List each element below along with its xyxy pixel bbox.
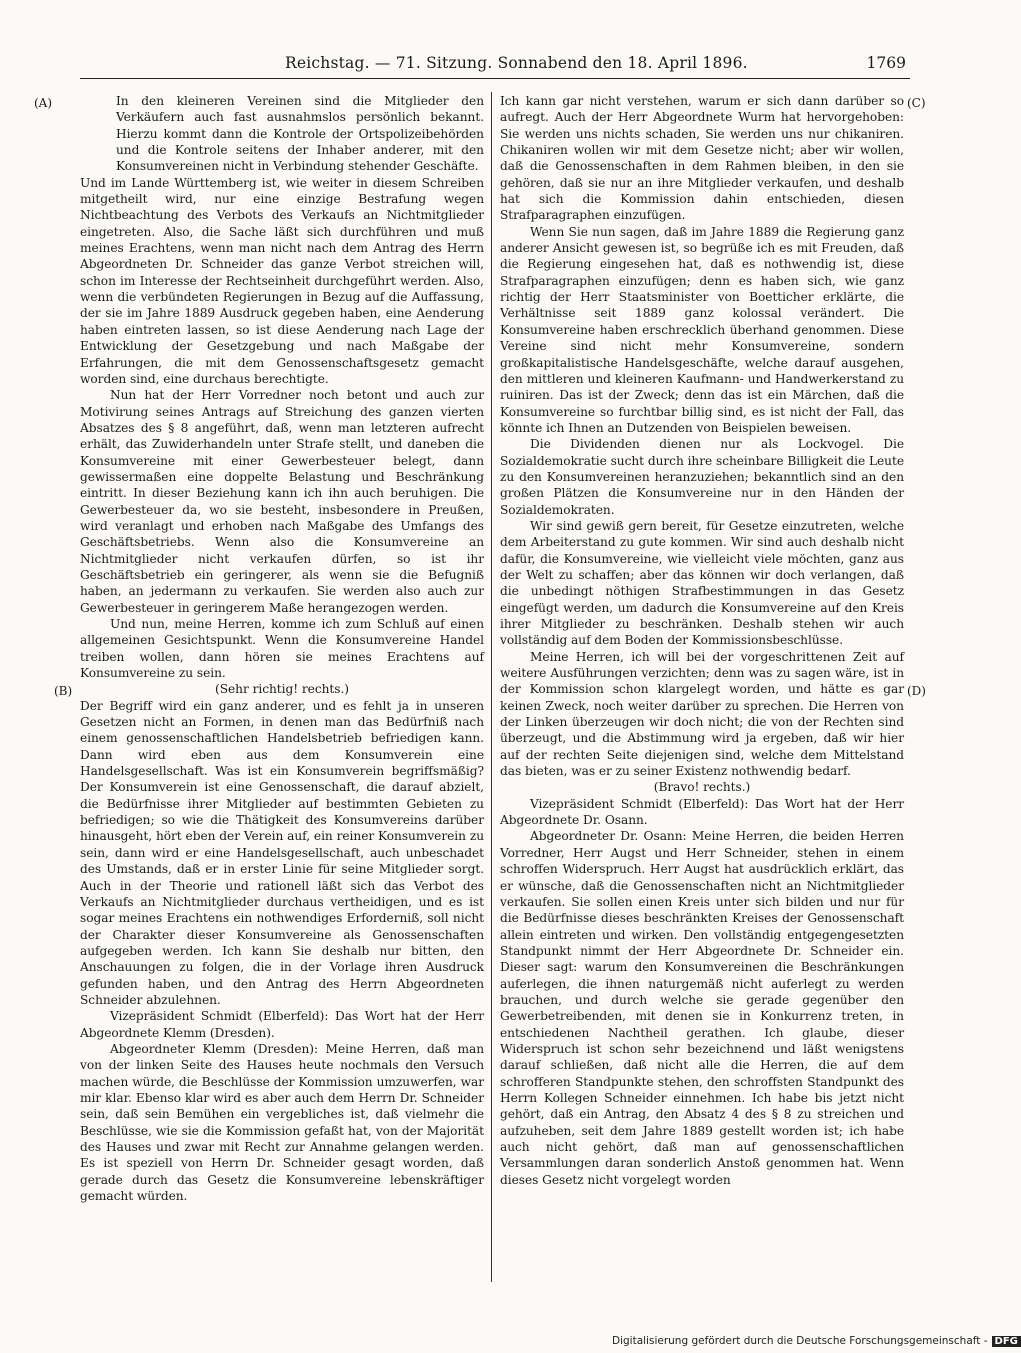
paragraph: Die Dividenden dienen nur als Lockvogel. Die Sozialdemokratie sucht durch ihre scheinbare Billigkeit die Leute zu den Konsumvereinen heranzuziehen; bekanntlich sind an den großen Plätzen die Konsumvereine nur in den Händen der Sozialdemokraten. — [500, 437, 904, 517]
paragraph: Ich kann gar nicht verstehen, warum er sich dann darüber so aufregt. Auch der Herr Abgeordnete Wurm hat hervorgehoben: Sie werden uns nichts schaden, Sie werden uns nur chikaniren. Chikaniren wollen wir mit dem Gesetze nicht; aber wir wollen, daß die Genossenschaften in dem Rahmen bleiben, in den sie gehören, daß sie nur an ihre Mitglieder verkaufen, und deshalb hat sich die Kommission dahin entschieden, diesen Strafparagraphen einzufügen. — [500, 94, 904, 223]
footer-text: Digitalisierung gefördert durch die Deutsche Forschungsgemeinschaft - — [612, 1335, 988, 1347]
left-column — [80, 93, 484, 1280]
footer-credit — [612, 1335, 1021, 1347]
paragraph: Der Begriff wird ein ganz anderer, und es fehlt ja in unseren Gesetzen nicht an Formen, in denen man das Bedürfniß nach einem genossenschaftlichen Handelsbetrieb befriedigen kann. Dann wird eben aus dem Konsumverein eine Handelsgesellschaft. Was ist ein Konsumverein begriffsmäßig? Der Konsumverein ist eine Genossenschaft, die darauf abzielt, die Bedürfnisse ihrer Mitglieder auf bestimmten Gebieten zu befriedigen; so wie die Thätigkeit des Konsumvereins darüber hinausgeht, hört eben der Verein auf, ein reiner Konsumverein zu sein, dann wird er eine Handelsgesellschaft, auch unbeschadet des Umstands, daß er in erster Linie für seine Mitglieder sorgt. Auch in der Theorie und rationell läßt sich das Verbot des Verkaufs an Nichtmitglieder durchaus vertheidigen, und es ist sogar meines Erachtens ein nothwendiges Erforderniß, soll nicht der Charakter dieser Konsumvereine als Genossenschaften aufgegeben werden. Ich kann Sie deshalb nur bitten, den Anschauungen zu folgen, die in der Vorlage ihren Ausdruck gefunden haben, und den Antrag des Herrn Abgeordneten Schneider abzulehnen. — [80, 698, 484, 1007]
page-number: 1769 — [866, 54, 906, 72]
paragraph: Und nun, meine Herren, komme ich zum Schluß auf einen allgemeinen Gesichtspunkt. Wenn die Konsumvereine Handel treiben wollen, dann hören sie meines Erachtens auf Konsumvereine zu sein. — [80, 617, 484, 681]
margin-mark-c: (C) — [907, 96, 926, 110]
speaker-paragraph: Abgeordneter Dr. Osann: Meine Herren, die beiden Herren Vorredner, Herr Augst und Herr Schneider, stehen in einem schroffen Widerspruch. Herr Augst hat ausdrücklich erklärt, das er wünsche, daß die Genossenschaften nicht an Nichtmitglieder verkaufen. Sie sollen einen Kreis unter sich bilden und nur für die Bedürfnisse dieses beschränkten Kreises der Genossenschaft allein eintreten und wirken. Den vollständig entgegengesetzten Standpunkt nimmt der Herr Abgeordnete Dr. Schneider ein. Dieser sagt: warum den Konsumvereinen die Beschränkungen auferlegen, die ihnen naturgemäß nicht auferlegt zu werden brauchen, und durch welche sie gerade gegenüber den Gewerbetreibenden, mit denen sie in Konkurrenz treten, in entschiedenen Nachtheil gerathen. Ich glaube, dieser Widerspruch ist schon sehr bezeichnend und läßt wenigstens darauf schließen, daß nicht alle die Herren, die auf dem schrofferen Standpunkte stehen, den schroffsten Standpunkt des Herrn Kollegen Schneider einnehmen. Ich habe bis jetzt nicht gehört, daß ein Antrag, den Absatz 4 des § 8 zu streichen und aufzuheben, seit dem Jahre 1889 gestellt worden ist; ich habe auch nicht gehört, daß man auf genossenschaftlichen Versammlungen daran sonderlich Anstoß genommen hat. Wenn dieses Gesetz nicht vorgelegt worden — [500, 829, 904, 1187]
paragraph: In den kleineren Vereinen sind die Mitglieder den Verkäufern auch fast ausnahmslos persönlich bekannt. Hierzu kommt dann die Kontrole der Ortspolizeibehörden und die Kontrole seitens der Inhaber anderer, mit den Konsumvereinen nicht in Verbindung stehender Geschäfte. — [116, 94, 484, 174]
paragraph: Meine Herren, ich will bei der vorgeschrittenen Zeit auf weitere Ausführungen verzichten; denn was zu sagen wäre, ist in der Kommission schon klargelegt worden, und hätte es gar keinen Zweck, noch weiter darüber zu sprechen. Die Herren von der Linken überzeugen wir doch nicht; die von der Rechten sind überzeugt, und die Abstimmung wird ja ergeben, daß wir hier auf der rechten Seite diejenigen sind, welche dem Mittelstand das bieten, was er zu seiner Existenz nothwendig bedarf. — [500, 649, 904, 779]
margin-mark-a: (A) — [34, 96, 53, 110]
page-header — [80, 52, 910, 79]
interjection: (Bravo! rechts.) — [653, 780, 751, 795]
paragraph: Wenn Sie nun sagen, daß im Jahre 1889 die Regierung ganz anderer Ansicht gewesen ist, so begrüße ich es mit Freuden, daß die Regierung eingesehen hat, daß es nothwendig ist, diese Strafparagraphen einzufügen; denn es haben sich, wie ganz richtig der Herr Staatsminister von Boetticher erklärte, die Verhältnisse seit 1889 ganz kolossal verändert. Die Konsumvereine haben erschrecklich überhand genommen. Diese Vereine sind nicht mehr Konsumvereine, sondern großkapitalistische Handelsgeschäfte, welche darauf ausgehen, den mittleren und kleineren Kaufmann- und Handwerkerstand zu ruiniren. Das ist der Zweck; denn das ist ein Märchen, daß die Konsumvereine so furchtbar billig sind, es ist nicht der Fall, das könnte ich Ihnen an Dutzenden von Beispielen beweisen. — [500, 224, 904, 435]
paragraph: Wir sind gewiß gern bereit, für Gesetze einzutreten, welche dem Arbeiterstand zu gute kommen. Wir sind auch deshalb nicht dafür, die Konsumvereine, wie vielleicht viele möchten, ganz aus der Welt zu schaffen; aber das können wir doch verlangen, daß die unbedingt nöthigen Strafbestimmungen in das Gesetz eingefügt werden, um dadurch die Konsumvereine auf den Kreis ihrer Mitglieder zu beschränken. Deshalb stehen wir auch vollständig auf dem Boden der Kommissionsbeschlüsse. — [500, 518, 904, 648]
speaker-paragraph: Abgeordneter Klemm (Dresden): Meine Herren, daß man von der linken Seite des Hauses heute nochmals den Versuch machen würde, die Beschlüsse der Kommission umzuwerfen, war mir klar. Ebenso klar wird es aber auch dem Herrn Dr. Schneider sein, daß sein Bemühen ein vergebliches ist, daß vielmehr die Beschlüsse, wie sie die Kommission gefaßt hat, von der Majorität des Hauses und zwar mit Recht zur Annahme gelangen werden. Es ist speziell von Herrn Dr. Schneider gesagt worden, daß gerade durch das Gesetz die Konsumvereine lebenskräftiger gemacht würden. — [80, 1041, 484, 1204]
speaker-paragraph: Vizepräsident Schmidt (Elberfeld): Das Wort hat der Herr Abgeordnete Dr. Osann. — [500, 796, 904, 828]
right-column — [500, 93, 904, 1280]
paragraph: Nun hat der Herr Vorredner noch betont und auch zur Motivirung seines Antrags auf Streichung des ganzen vierten Absatzes des § 8 angeführt, daß, wenn man letzteren aufrecht erhält, das Zuwiderhandeln unter Strafe stellt, und daneben die Konsumvereine mit einer Gewerbesteuer belegt, dann gewissermaßen eine doppelte Belastung und Beschränkung eintritt. In dieser Beziehung kann ich ihn auch beruhigen. Die Gewerbesteuer da, wo sie besteht, insbesondere in Preußen, wird veranlagt und erhoben nach Maßgabe des Umfangs des Geschäftsbetriebs. Wenn also die Konsumvereine an Nichtmitglieder nicht verkaufen dürfen, so ist ihr Geschäftsbetrieb ein geringerer, als wenn sie die Befugniß haben, an jedermann zu verkaufen. Sie werden also auch zur Gewerbesteuer in geringerem Maße herangezogen werden. — [80, 388, 484, 615]
interjection: (Sehr richtig! rechts.) — [215, 682, 349, 697]
dfg-logo: DFG — [992, 1336, 1021, 1347]
margin-mark-b: (B) — [54, 684, 73, 698]
running-title: Reichstag. — 71. Sitzung. Sonnabend den 18. April 1896. — [285, 54, 748, 72]
paragraph: Und im Lande Württemberg ist, wie weiter in diesem Schreiben mitgetheilt wird, nur eine einzige Bestrafung wegen Nichtbeachtung des Verbots des Verkaufs an Nichtmitglieder eingetreten. Also, die Sache läßt sich durchführen und muß meines Erachtens, wenn man nicht nach dem Antrag des Herrn Abgeordneten Dr. Schneider das ganze Verbot streichen will, schon im Interesse der Rechtseinheit durchgeführt werden. Also, wenn die verbündeten Regierungen in Bezug auf die Auffassung, der sie im Jahre 1889 Ausdruck gegeben haben, eine Aenderung haben eintreten lassen, so ist diese Aenderung nach Lage der Entwicklung der Gesetzgebung und nach Maßgabe der Erfahrungen, die mit dem Genossenschaftsgesetz gemacht worden sind, eine durchaus berechtigte. — [80, 175, 484, 386]
column-divider — [491, 92, 492, 1282]
speaker-paragraph: Vizepräsident Schmidt (Elberfeld): Das Wort hat der Herr Abgeordnete Klemm (Dresden). — [80, 1009, 484, 1040]
margin-mark-d: (D) — [907, 684, 926, 698]
